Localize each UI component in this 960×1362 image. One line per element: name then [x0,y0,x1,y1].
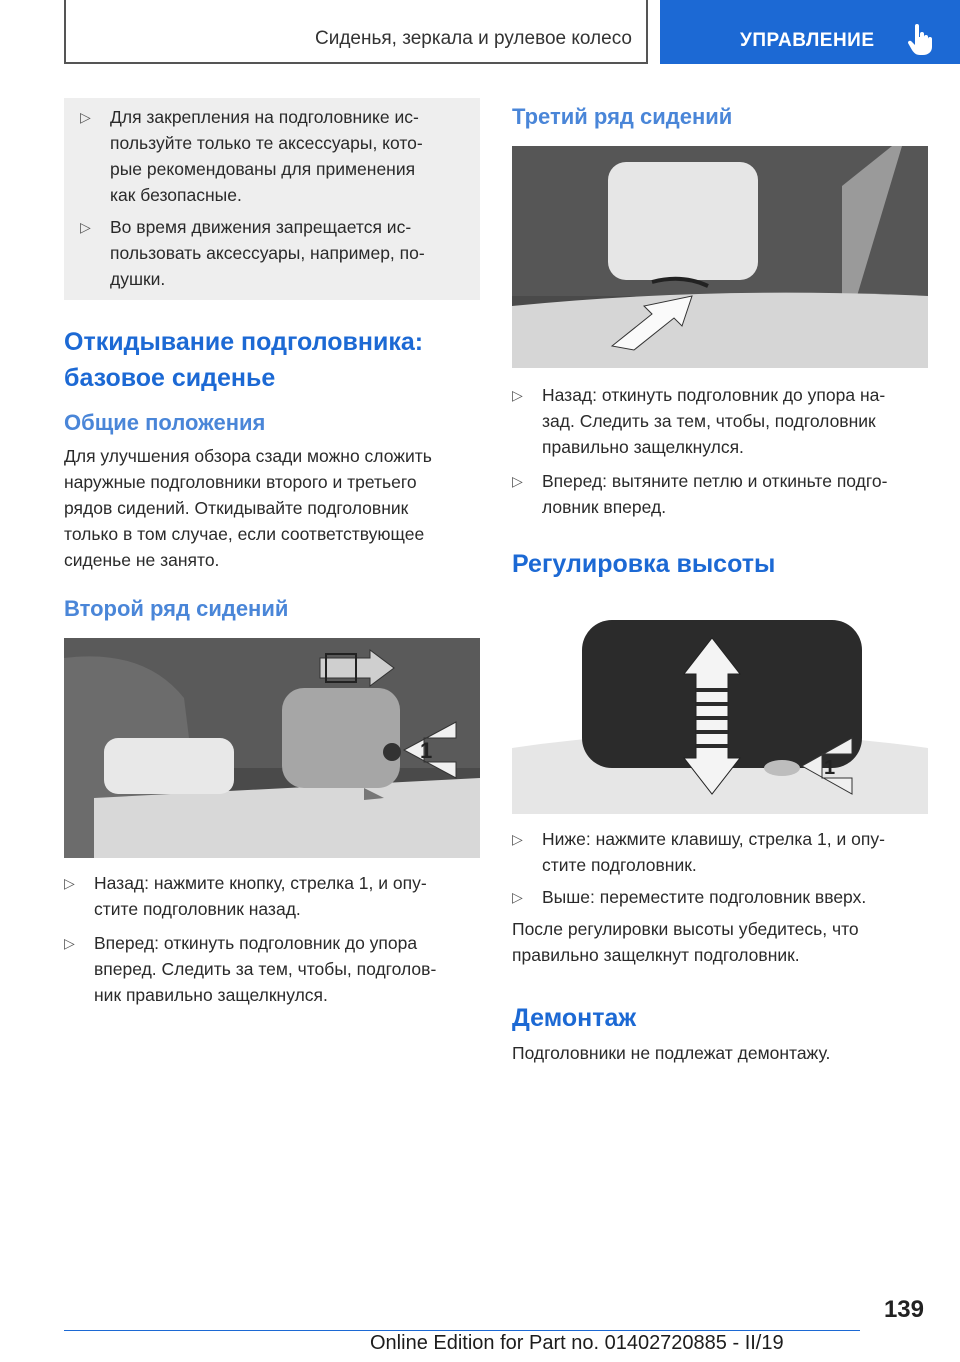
subheading-general: Общие положения [64,410,266,435]
triangle-bullet-icon: ▷ [512,387,523,403]
list-item-text: Для закрепления на подголовнике ис- пользуйте только те аксессуары, кото- рые рекомендованы для применения как безопасные. [110,107,423,205]
section-heading-fold: Откидывание подголовника: базовое сиденье [64,328,424,392]
triangle-bullet-icon: ▷ [512,831,523,847]
triangle-bullet-icon: ▷ [80,219,91,235]
chapter-header [64,0,648,64]
figure-callout: 1 [420,738,433,763]
section-tab[interactable] [660,0,960,64]
chapter-title: Сиденья, зеркала и рулевое колесо [315,28,632,49]
list-item-text: Вперед: откинуть подголовник до упора вперед. Следить за тем, чтобы, подголов- ник правильно защелкнулся. [94,933,437,1005]
footer-divider [64,1330,860,1331]
second-row-headrest-figure [64,638,480,858]
list-item-text: Вперед: вытяните петлю и откиньте подго- ловник вперед. [542,471,888,517]
subheading-second-row: Второй ряд сидений [64,596,289,621]
hand-pointer-icon [907,24,933,56]
section-heading-removal: Демонтаж [512,1004,637,1032]
third-row-headrest-figure [512,146,928,368]
triangle-bullet-icon: ▷ [64,875,75,891]
removal-paragraph: Подголовники не подлежат демонтажу. [512,1043,831,1063]
list-item-text: Ниже: нажмите клавишу, стрелка 1, и опу- стите подголовник. [542,829,885,875]
triangle-bullet-icon: ▷ [64,935,75,951]
section-heading-height: Регулировка высоты [512,550,776,578]
figure-callout: 1 [824,757,836,779]
section-label: УПРАВЛЕНИЕ [740,30,875,51]
list-item-text: Назад: откинуть подголовник до упора на- зад. Следить за тем, чтобы, подголовник правильно защелкнулся. [542,385,886,457]
list-item-text: Назад: нажмите кнопку, стрелка 1, и опу- стите подголовник назад. [94,873,427,919]
general-paragraph: Для улучшения обзора сзади можно сложить наружные подголовники второго и третьего рядов сидений. Откидывайте подголовник только в том случае, если соответствующее сиденье не занято. [64,446,432,570]
list-item-text: Выше: переместите подголовник вверх. [542,887,867,907]
triangle-bullet-icon: ▷ [512,889,523,905]
page-number: 139 [883,1296,924,1323]
list-item-text: Во время движения запрещается ис- пользовать аксессуары, например, по- душки. [110,217,425,289]
triangle-bullet-icon: ▷ [512,473,523,489]
height-adjust-figure [512,598,928,814]
subheading-third-row: Третий ряд сидений [512,104,733,129]
triangle-bullet-icon: ▷ [80,109,91,125]
edition-footer: Online Edition for Part no. 01402720885 - II/19 [370,1332,784,1354]
height-paragraph: После регулировки высоты убедитесь, что правильно защелкнут подголовник. [512,919,859,965]
